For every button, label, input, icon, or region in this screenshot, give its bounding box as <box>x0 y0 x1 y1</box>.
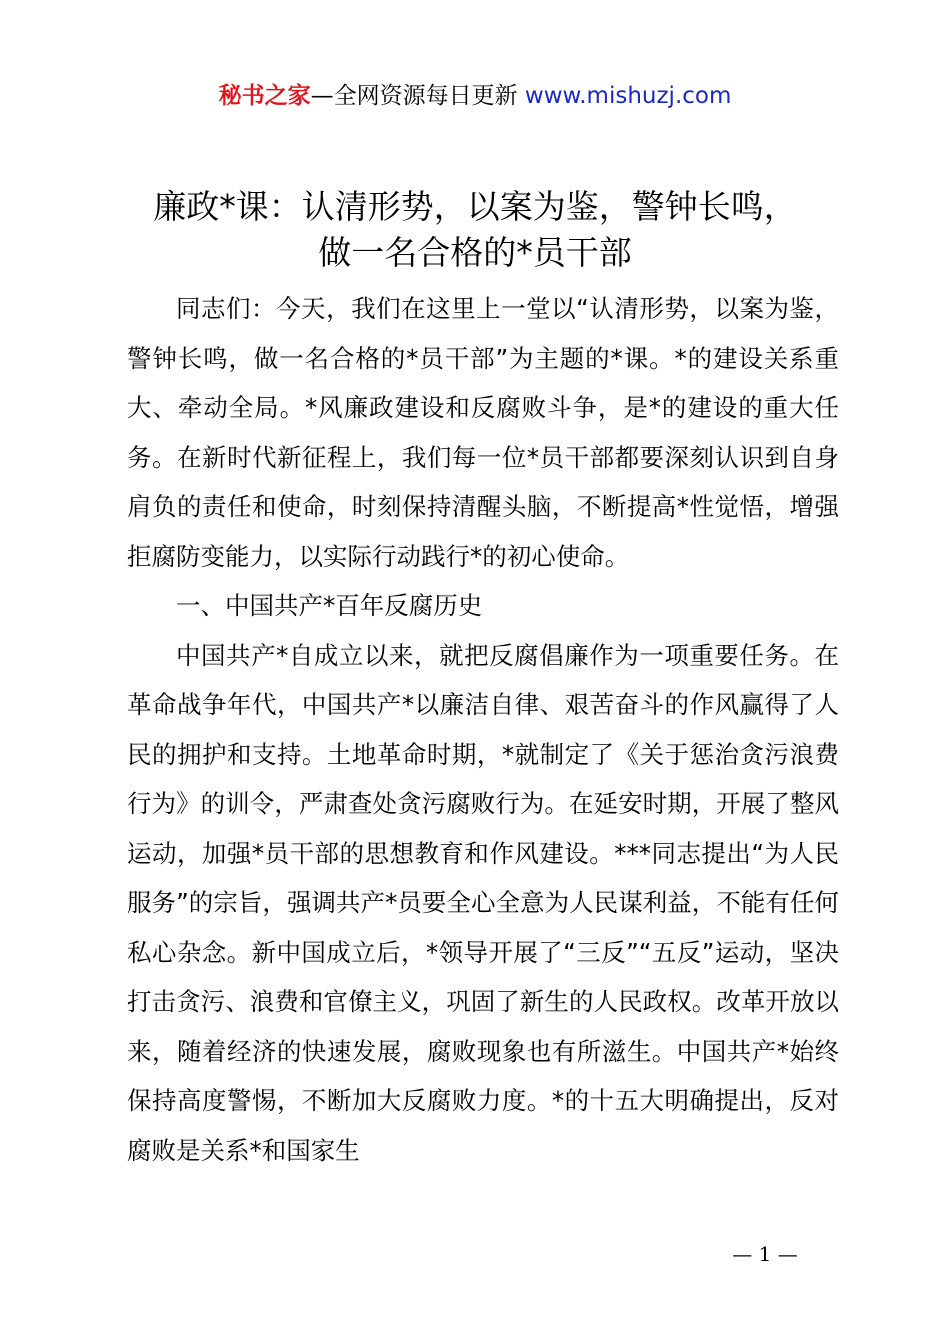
page-number: — 1 — <box>732 1242 798 1266</box>
title-line-1: 廉政*课：认清形势，以案为鉴，警钟长鸣， <box>153 187 797 226</box>
site-tagline: —全网资源每日更新 <box>310 83 518 109</box>
site-url-link[interactable]: www.mishuzj.com <box>524 83 732 109</box>
intro-paragraph: 同志们：今天，我们在这里上一堂以“认清形势，以案为鉴，警钟长鸣，做一名合格的*员干部”为主题的*课。*的建设关系重大、牵动全局。*风廉政建设和反腐败斗争，是*的建设的重大任务。在新时代新征程上，我们每一位*员干部都要深刻认识到自身肩负的责任和使命，时刻保持清醒头脑，不断提高*性觉悟，增强拒腐防变能力，以实际行动践行*的初心使命。 <box>127 294 839 571</box>
site-brand: 秘书之家 <box>218 83 311 109</box>
document-title <box>100 184 850 276</box>
document-body <box>127 284 839 1175</box>
body-paragraph: 中国共产*自成立以来，就把反腐倡廉作为一项重要任务。在革命战争年代，中国共产*以廉洁自律、艰苦奋斗的作风赢得了人民的拥护和支持。土地革命时期，*就制定了《关于惩治贪污浪费行为》的训令，严肃查处贪污腐败行为。在延安时期，开展了整风运动，加强*员干部的思想教育和作风建设。***同志提出“为人民服务”的宗旨，强调共产*员要全心全意为人民谋利益，不能有任何私心杂念。新中国成立后，*领导开展了“三反”“五反”运动，坚决打击贪污、浪费和官僚主义，巩固了新生的人民政权。改革开放以来，随着经济的快速发展，腐败现象也有所滋生。中国共产*始终保持高度警惕，不断加大反腐败力度。*的十五大明确提出，反对腐败是关系*和国家生 <box>127 640 839 1165</box>
site-header <box>0 80 950 112</box>
title-line-2: 做一名合格的*员干部 <box>318 233 632 272</box>
section-heading-1: 一、中国共产*百年反腐历史 <box>176 591 483 620</box>
